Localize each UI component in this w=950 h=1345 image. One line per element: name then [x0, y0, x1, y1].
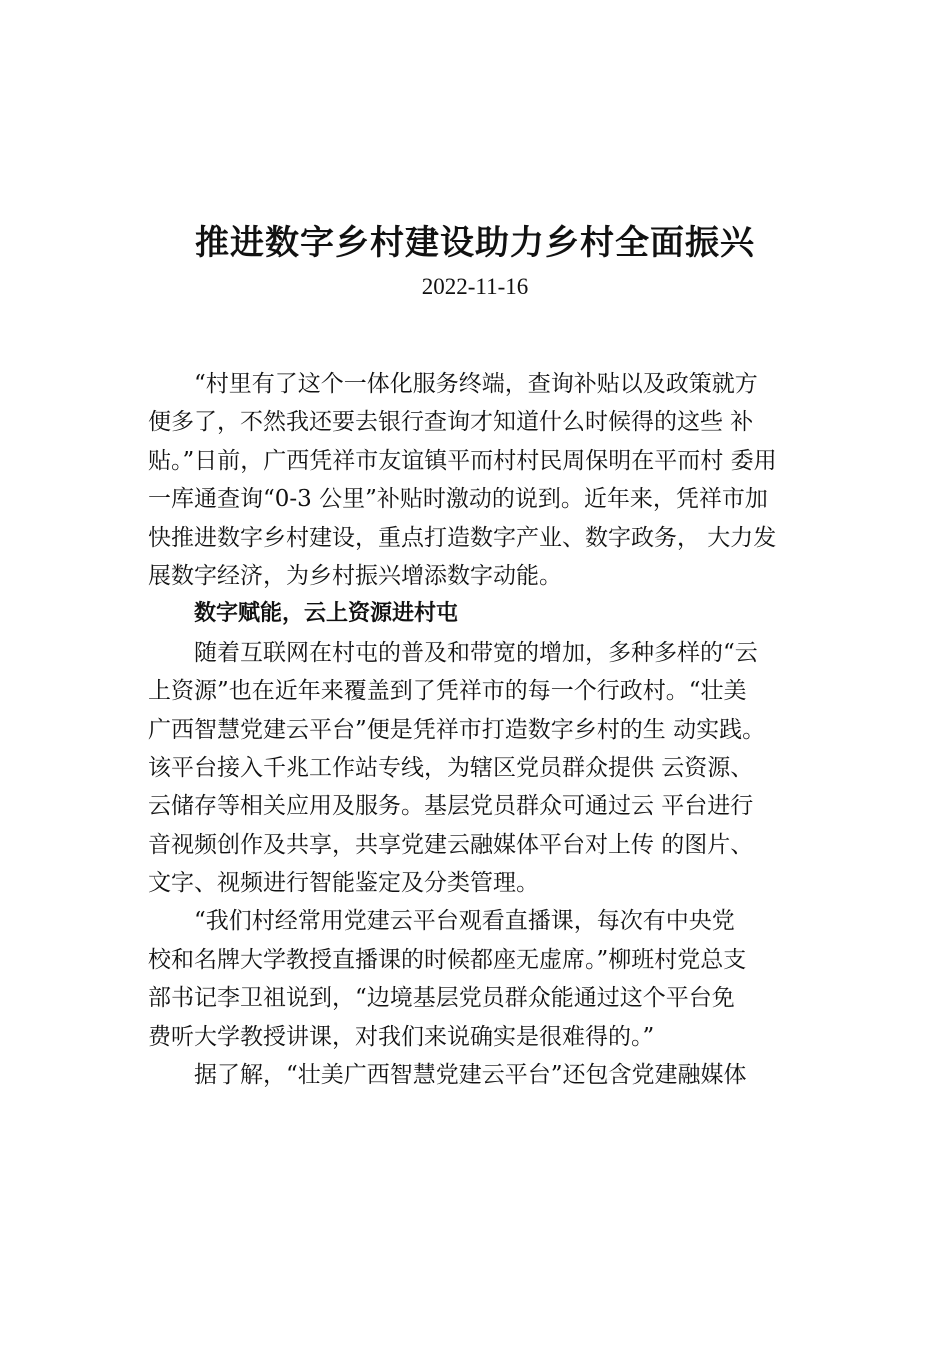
section-heading: 数字赋能，云上资源进村屯 [194, 601, 459, 627]
body-line: 快推进数字乡村建设，重点打造数字产业、数字政务， 大力发 [148, 524, 777, 551]
body-line: 一库通查询“0-3 公里”补贴时激动的说到。近年来，凭祥市加 [148, 486, 768, 513]
body-line: 音视频创作及共享，共享党建云融媒体平台对上传 的图片、 [148, 831, 754, 858]
body-line: 随着互联网在村屯的普及和带宽的增加，多种多样的“云 [194, 639, 758, 666]
body-line: 上资源”也在近年来覆盖到了凭祥市的每一个行政村。“壮美 [148, 678, 747, 705]
body-line: 费听大学教授讲课，对我们来说确实是很难得的。” [148, 1023, 655, 1050]
body-line: 展数字经济，为乡村振兴增添数字动能。 [148, 562, 562, 589]
body-line: 广西智慧党建云平台”便是凭祥市打造数字乡村的生 动实践。 [148, 716, 766, 743]
article-date: 2022-11-16 [421, 274, 529, 299]
body-line: 便多了，不然我还要去银行查询才知道什么时候得的这些 补 [148, 409, 754, 436]
body-line: 部书记李卫祖说到，“边境基层党员群众能通过这个平台免 [148, 985, 735, 1012]
article-title: 推进数字乡村建设助力乡村全面振兴 [195, 223, 755, 263]
body-line: 文字、视频进行智能鉴定及分类管理。 [148, 870, 539, 897]
body-line: 据了解，“壮美广西智慧党建云平台”还包含党建融媒体 [194, 1062, 747, 1089]
body-line: 贴。”日前，广西凭祥市友谊镇平而村村民周保明在平而村 委用 [148, 447, 777, 474]
body-line: 云储存等相关应用及服务。基层党员群众可通过云 平台进行 [148, 793, 754, 820]
article-body [148, 365, 816, 1094]
body-line: 该平台接入千兆工作站专线，为辖区党员群众提供 云资源、 [148, 754, 754, 781]
body-line: “村里有了这个一体化服务终端，查询补贴以及政策就方 [194, 371, 758, 397]
body-line: 校和名牌大学教授直播课的时候都座无虚席。”柳班村党总支 [148, 946, 747, 973]
body-line: “我们村经常用党建云平台观看直播课，每次有中央党 [194, 908, 735, 935]
